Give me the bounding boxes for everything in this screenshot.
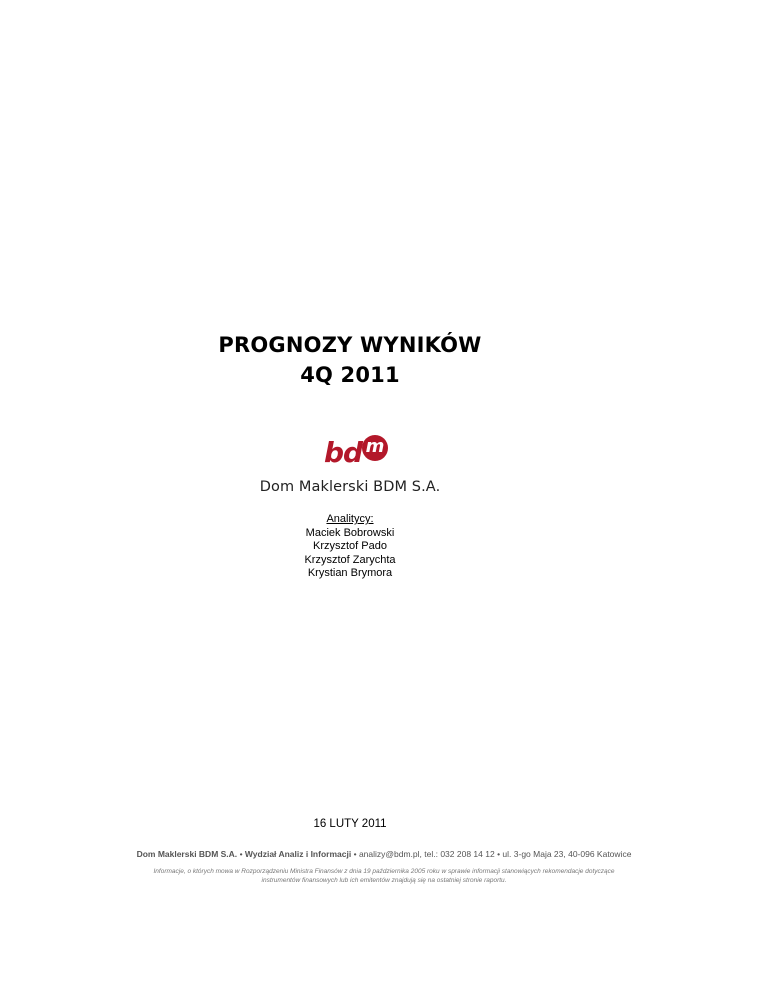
bdm-logo xyxy=(0,432,700,495)
footer-separator: • xyxy=(497,849,501,859)
footer-company: Dom Maklerski BDM S.A. xyxy=(136,849,238,859)
disclaimer-line-2: instrumentów finansowych lub ich emitentów znajdują się na ostatniej stronie raportu. xyxy=(261,877,507,884)
bdm-logo-circle-icon: m xyxy=(362,435,388,461)
bdm-logo-letters: bd xyxy=(324,436,363,469)
analyst-name: Krzysztof Pado xyxy=(313,540,387,552)
bdm-logo-mark xyxy=(300,432,400,476)
footer-separator: • xyxy=(353,849,357,859)
bdm-logo-subtitle: Dom Maklerski BDM S.A. xyxy=(259,479,441,495)
analysts-heading: Analitycy: xyxy=(326,513,374,525)
legal-disclaimer xyxy=(0,867,768,885)
report-title-line-2: 4Q 2011 xyxy=(300,363,400,387)
footer-contact-line xyxy=(0,849,768,859)
footer-address: ul. 3-go Maja 23, 40-096 Katowice xyxy=(502,849,632,859)
report-date: 16 LUTY 2011 xyxy=(313,818,387,830)
footer-contact: analizy@bdm.pl, tel.: 032 208 14 12 xyxy=(358,849,495,859)
report-title-line-1: PROGNOZY WYNIKÓW xyxy=(218,333,482,357)
footer-department: Wydział Analiz i Informacji xyxy=(244,849,352,859)
analyst-name: Maciek Bobrowski xyxy=(305,526,395,539)
footer-separator: • xyxy=(239,849,243,859)
report-title xyxy=(0,330,700,390)
disclaimer-line-1: Informacje, o których mowa w Rozporządzeniu Ministra Finansów z dnia 19 października 2005 roku w sprawie informacji stanowiących rekomendacje dotyczące xyxy=(153,868,615,875)
analysts-list xyxy=(0,513,700,581)
analyst-name: Krzysztof Zarychta xyxy=(304,553,396,566)
analyst-name: Krystian Brymora xyxy=(307,567,393,579)
